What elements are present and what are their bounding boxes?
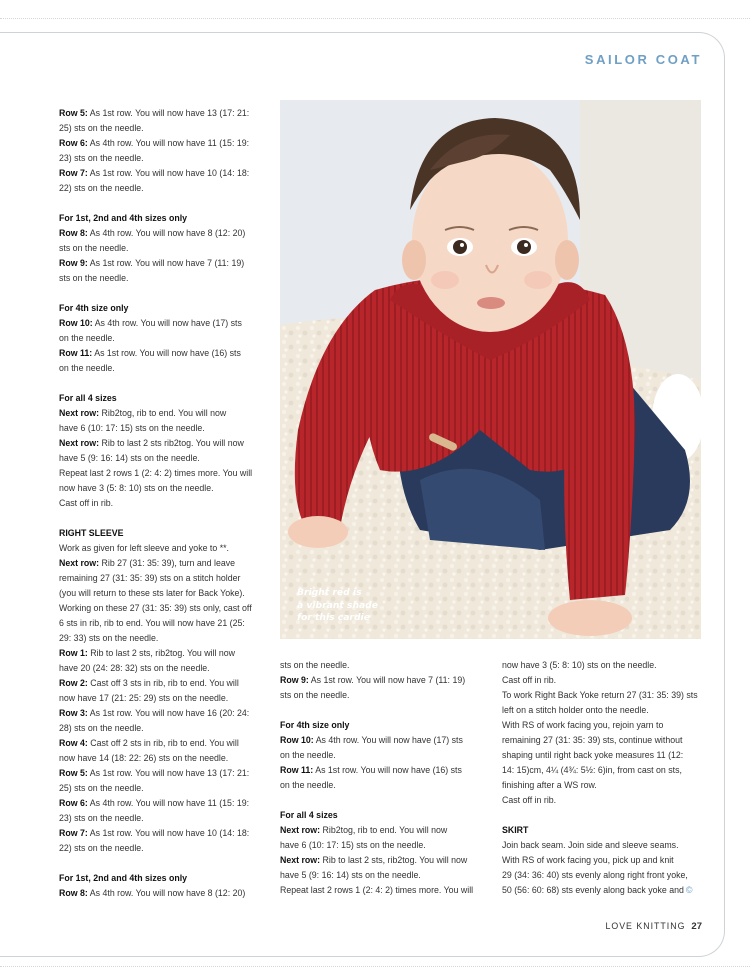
instruction-text: Cast off in rib.	[59, 498, 114, 508]
pattern-line	[59, 331, 261, 346]
instruction-text: As 1st row. You will now have (16) sts	[313, 765, 462, 775]
instruction-text: As 4th row. You will now have (17) sts	[92, 318, 242, 328]
instruction-text: 28) sts on the needle.	[59, 723, 144, 733]
pattern-line	[59, 451, 261, 466]
pattern-line	[59, 346, 261, 361]
instruction-text: now have 3 (5: 8: 10) sts on the needle.	[59, 483, 214, 493]
pattern-line	[59, 241, 261, 256]
pattern-line	[59, 781, 261, 796]
instruction-text: To work Right Back Yoke return 27 (31: 35: 39) sts	[502, 690, 698, 700]
instruction-text: 29: 33) sts on the needle.	[59, 633, 159, 643]
instruction-text: shaping until right back yoke measures 11 (12:	[502, 750, 684, 760]
instruction-text: on the needle.	[280, 780, 336, 790]
section-heading	[59, 211, 261, 226]
instruction-text: Repeat last 2 rows 1 (2: 4: 2) times more. You will	[59, 468, 253, 478]
paragraph-gap	[59, 511, 261, 526]
instruction-text: As 1st row. You will now have 7 (11: 19)	[87, 258, 245, 268]
magazine-name: LOVE KNITTING	[605, 921, 686, 931]
pattern-line	[59, 661, 261, 676]
instruction-text: Repeat last 2 rows 1 (2: 4: 2) times more. You will	[280, 885, 474, 895]
row-label: Row 10:	[280, 735, 314, 745]
row-label: Row 5:	[59, 768, 88, 778]
paragraph-gap	[59, 196, 261, 211]
instruction-text: 29 (34: 36: 40) sts evenly along right front yoke,	[502, 870, 688, 880]
pattern-line	[59, 811, 261, 826]
instruction-text: sts on the needle.	[280, 690, 350, 700]
row-label: Row 8:	[59, 888, 88, 898]
pattern-line	[280, 673, 484, 688]
instruction-text: Join back seam. Join side and sleeve seams.	[502, 840, 679, 850]
instruction-text: Rib to last 2 sts, rib2tog. You will now	[320, 855, 468, 865]
pattern-line	[280, 838, 484, 853]
heading-text: For all 4 sizes	[280, 810, 338, 820]
row-label: Row 6:	[59, 798, 88, 808]
pattern-line	[59, 181, 261, 196]
pattern-line	[280, 883, 484, 898]
pattern-line	[502, 793, 706, 808]
instruction-text: Rib to last 2 sts, rib2tog. You will now	[87, 648, 236, 658]
instruction-text: 22) sts on the needle.	[59, 843, 144, 853]
instruction-text: As 4th row. You will now have (17) sts	[313, 735, 463, 745]
instruction-text: have 5 (9: 16: 14) sts on the needle.	[280, 870, 421, 880]
pattern-line	[59, 721, 261, 736]
pattern-line	[59, 436, 261, 451]
pattern-line	[280, 688, 484, 703]
pattern-line	[502, 688, 706, 703]
pattern-line	[280, 868, 484, 883]
pattern-line	[280, 763, 484, 778]
top-dotted-rule	[0, 18, 750, 19]
instruction-text: As 1st row. You will now have 7 (11: 19)	[308, 675, 466, 685]
pattern-line	[59, 571, 261, 586]
pattern-line	[280, 658, 484, 673]
row-label: Row 9:	[59, 258, 88, 268]
caption-line: Bright red is	[297, 587, 362, 598]
row-label: Row 5:	[59, 108, 88, 118]
instruction-text: finishing after a WS row.	[502, 780, 597, 790]
pattern-line	[502, 673, 706, 688]
pattern-line	[502, 868, 706, 883]
instruction-text: have 5 (9: 16: 14) sts on the needle.	[59, 453, 200, 463]
instruction-text: now have 14 (18: 22: 26) sts on the needle.	[59, 753, 229, 763]
paragraph-gap	[59, 376, 261, 391]
row-label: Next row:	[59, 438, 100, 448]
pattern-line	[502, 658, 706, 673]
instruction-text: 6 sts in rib, rib to end. You will now have 21 (25:	[59, 618, 245, 628]
instruction-text: sts on the needle.	[280, 660, 350, 670]
pattern-line	[59, 316, 261, 331]
page-title: SAILOR COAT	[584, 52, 702, 67]
pattern-line	[502, 703, 706, 718]
instruction-text: As 1st row. You will now have 16 (20: 24:	[87, 708, 250, 718]
pattern-line	[59, 466, 261, 481]
instruction-text: on the needle.	[59, 363, 115, 373]
row-label: Row 9:	[280, 675, 309, 685]
baby-illustration	[280, 100, 701, 639]
paragraph-gap	[59, 286, 261, 301]
pattern-line	[59, 706, 261, 721]
pattern-line	[59, 691, 261, 706]
page-number: 27	[691, 921, 702, 932]
instruction-text: remaining 27 (31: 35: 39) sts on a stitch holder	[59, 573, 241, 583]
heading-text: For all 4 sizes	[59, 393, 117, 403]
pattern-line	[280, 733, 484, 748]
section-heading	[59, 526, 261, 541]
row-label: Row 3:	[59, 708, 88, 718]
pattern-line	[59, 646, 261, 661]
instruction-text: Cast off 2 sts in rib, rib to end. You will	[87, 738, 239, 748]
pattern-line	[59, 421, 261, 436]
pattern-line	[502, 853, 706, 868]
instruction-text: Cast off in rib.	[502, 675, 557, 685]
instruction-text: Rib 27 (31: 35: 39), turn and leave	[99, 558, 236, 568]
instruction-text: Cast off 3 sts in rib, rib to end. You will	[87, 678, 239, 688]
instruction-text: Work as given for left sleeve and yoke to **.	[59, 543, 229, 553]
row-label: Row 10:	[59, 318, 93, 328]
pattern-line	[59, 271, 261, 286]
row-label: Row 2:	[59, 678, 88, 688]
paragraph-gap	[59, 856, 261, 871]
pattern-line	[280, 823, 484, 838]
instruction-text: remaining 27 (31: 35: 39) sts, continue without	[502, 735, 683, 745]
paragraph-gap	[502, 808, 706, 823]
instruction-text: As 4th row. You will now have 8 (12: 20)	[87, 888, 246, 898]
pattern-line	[502, 838, 706, 853]
pattern-line	[59, 361, 261, 376]
row-label: Row 4:	[59, 738, 88, 748]
continued-arrow-icon: ©	[685, 885, 693, 895]
row-label: Row 11:	[59, 348, 93, 358]
caption-line: for this cardie	[297, 612, 370, 623]
pattern-line	[502, 748, 706, 763]
section-heading	[280, 718, 484, 733]
pattern-line	[59, 766, 261, 781]
section-heading	[59, 301, 261, 316]
instruction-text: As 1st row. You will now have 13 (17: 21:	[87, 768, 250, 778]
pattern-line	[59, 496, 261, 511]
instruction-text: As 1st row. You will now have 10 (14: 18:	[87, 828, 250, 838]
instruction-text: As 4th row. You will now have 8 (12: 20)	[87, 228, 246, 238]
row-label: Row 7:	[59, 168, 88, 178]
pattern-line	[59, 886, 261, 901]
pattern-line	[59, 586, 261, 601]
pattern-line	[59, 106, 261, 121]
instruction-text: Rib to last 2 sts rib2tog. You will now	[99, 438, 244, 448]
row-label: Next row:	[59, 408, 100, 418]
pattern-line	[280, 748, 484, 763]
pattern-line	[59, 736, 261, 751]
baby-photo	[280, 100, 701, 639]
pattern-line	[59, 226, 261, 241]
pattern-line	[280, 778, 484, 793]
pattern-line	[59, 601, 261, 616]
section-heading	[280, 808, 484, 823]
pattern-line	[59, 796, 261, 811]
pattern-line	[59, 256, 261, 271]
instruction-text: (you will return to these sts later for Back Yoke).	[59, 588, 245, 598]
pattern-line	[280, 853, 484, 868]
instruction-text: 25) sts on the needle.	[59, 783, 144, 793]
instruction-text: With RS of work facing you, pick up and knit	[502, 855, 674, 865]
row-label: Row 1:	[59, 648, 88, 658]
heading-text: SKIRT	[502, 825, 529, 835]
row-label: Row 11:	[280, 765, 314, 775]
heading-text: For 1st, 2nd and 4th sizes only	[59, 873, 188, 883]
instruction-text: As 4th row. You will now have 11 (15: 19:	[87, 138, 250, 148]
pattern-line	[59, 136, 261, 151]
instruction-text: Rib2tog, rib to end. You will now	[99, 408, 227, 418]
pattern-line	[59, 481, 261, 496]
pattern-line	[59, 151, 261, 166]
row-label: Row 6:	[59, 138, 88, 148]
pattern-line	[59, 751, 261, 766]
caption-line: a vibrant shade	[297, 599, 378, 611]
instruction-text: on the needle.	[280, 750, 336, 760]
instruction-text: on the needle.	[59, 333, 115, 343]
section-heading	[59, 391, 261, 406]
pattern-line	[502, 778, 706, 793]
heading-text: For 4th size only	[59, 303, 129, 313]
instruction-text: 23) sts on the needle.	[59, 153, 144, 163]
instruction-text: sts on the needle.	[59, 273, 129, 283]
pattern-line	[59, 631, 261, 646]
instruction-text: Rib2tog, rib to end. You will now	[320, 825, 448, 835]
pattern-line	[502, 733, 706, 748]
text-column-3	[502, 658, 706, 898]
pattern-line	[502, 883, 706, 898]
pattern-line	[59, 676, 261, 691]
instruction-text: 25) sts on the needle.	[59, 123, 144, 133]
heading-text: RIGHT SLEEVE	[59, 528, 124, 538]
instruction-text: As 1st row. You will now have 10 (14: 18:	[87, 168, 250, 178]
pattern-line	[59, 616, 261, 631]
heading-text: For 4th size only	[280, 720, 350, 730]
instruction-text: now have 17 (21: 25: 29) sts on the needle.	[59, 693, 229, 703]
instruction-text: left on a stitch holder onto the needle.	[502, 705, 649, 715]
page-footer	[605, 921, 702, 932]
instruction-text: have 20 (24: 28: 32) sts on the needle.	[59, 663, 210, 673]
row-label: Next row:	[280, 855, 321, 865]
row-label: Next row:	[59, 558, 100, 568]
text-column-1	[59, 106, 261, 901]
instruction-text: As 4th row. You will now have 11 (15: 19:	[87, 798, 250, 808]
instruction-text: 22) sts on the needle.	[59, 183, 144, 193]
row-label: Next row:	[280, 825, 321, 835]
pattern-line	[502, 763, 706, 778]
section-heading	[59, 871, 261, 886]
instruction-text: 23) sts on the needle.	[59, 813, 144, 823]
paragraph-gap	[280, 793, 484, 808]
pattern-line	[502, 718, 706, 733]
bottom-dotted-rule	[0, 966, 750, 967]
instruction-text: 14: 15)cm, 4¼ (4¾: 5½: 6)in, from cast on sts,	[502, 765, 682, 775]
instruction-text: As 1st row. You will now have 13 (17: 21:	[87, 108, 250, 118]
instruction-text: have 6 (10: 17: 15) sts on the needle.	[280, 840, 426, 850]
pattern-line	[59, 826, 261, 841]
instruction-text: As 1st row. You will now have (16) sts	[92, 348, 241, 358]
row-label: Row 7:	[59, 828, 88, 838]
pattern-line	[59, 166, 261, 181]
pattern-line	[59, 406, 261, 421]
heading-text: For 1st, 2nd and 4th sizes only	[59, 213, 188, 223]
section-heading	[502, 823, 706, 838]
instruction-text: sts on the needle.	[59, 243, 129, 253]
instruction-text: Cast off in rib.	[502, 795, 557, 805]
instruction-text: 50 (56: 60: 68) sts evenly along back yoke and	[502, 885, 684, 895]
text-column-2	[280, 658, 484, 898]
instruction-text: now have 3 (5: 8: 10) sts on the needle.	[502, 660, 657, 670]
pattern-line	[59, 121, 261, 136]
photo-caption	[297, 587, 407, 625]
instruction-text: have 6 (10: 17: 15) sts on the needle.	[59, 423, 205, 433]
instruction-text: With RS of work facing you, rejoin yarn to	[502, 720, 664, 730]
pattern-line	[59, 556, 261, 571]
row-label: Row 8:	[59, 228, 88, 238]
instruction-text: Working on these 27 (31: 35: 39) sts only, cast off	[59, 603, 252, 613]
pattern-line	[59, 541, 261, 556]
pattern-line	[59, 841, 261, 856]
paragraph-gap	[280, 703, 484, 718]
